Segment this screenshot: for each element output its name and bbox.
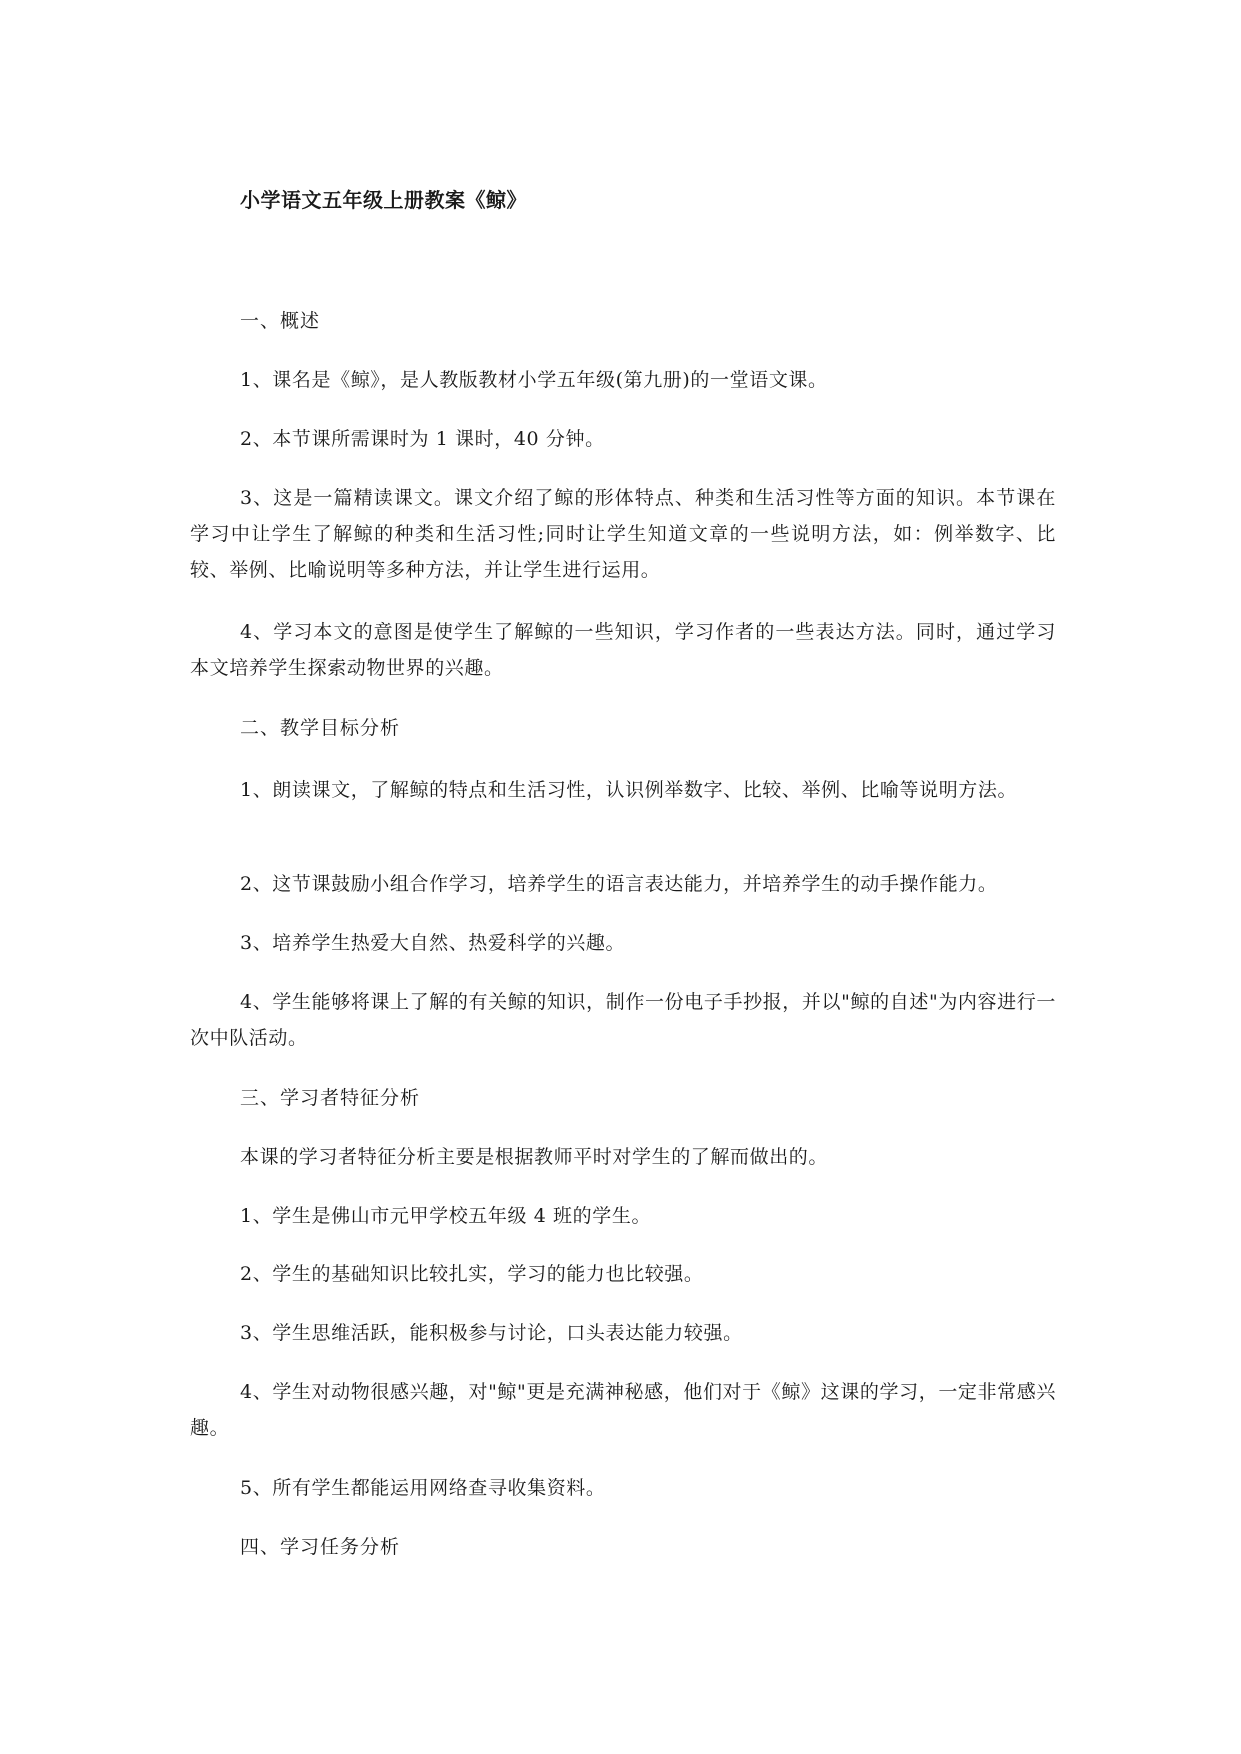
paragraph: 4、学生能够将课上了解的有关鲸的知识，制作一份电子手抄报，并以"鲸的自述"为内容进行一次中队活动。 bbox=[190, 991, 1056, 1049]
document-title: 小学语文五年级上册教案《鲸》 bbox=[240, 188, 527, 212]
paragraph: 2、这节课鼓励小组合作学习，培养学生的语言表达能力，并培养学生的动手操作能力。 bbox=[240, 873, 998, 895]
section-heading-objectives: 二、教学目标分析 bbox=[240, 717, 401, 739]
paragraph: 本课的学习者特征分析主要是根据教师平时对学生的了解而做出的。 bbox=[240, 1146, 829, 1168]
section-heading-learners: 三、学习者特征分析 bbox=[240, 1087, 421, 1109]
paragraph: 3、学生思维活跃，能积极参与讨论，口头表达能力较强。 bbox=[240, 1322, 743, 1344]
paragraph: 2、学生的基础知识比较扎实，学习的能力也比较强。 bbox=[240, 1263, 704, 1285]
section-heading-overview: 一、概述 bbox=[240, 310, 321, 332]
paragraph: 1、朗读课文，了解鲸的特点和生活习性，认识例举数字、比较、举例、比喻等说明方法。 bbox=[240, 779, 1018, 801]
paragraph: 3、这是一篇精读课文。课文介绍了鲸的形体特点、种类和生活习性等方面的知识。本节课在学习中让学生了解鲸的种类和生活习性;同时让学生知道文章的一些说明方法，如：例举数字、比较、举例、比喻说明等多种方法，并让学生进行运用。 bbox=[190, 487, 1056, 581]
paragraph: 4、学习本文的意图是使学生了解鲸的一些知识，学习作者的一些表达方法。同时，通过学习本文培养学生探索动物世界的兴趣。 bbox=[190, 621, 1056, 679]
paragraph: 5、所有学生都能运用网络查寻收集资料。 bbox=[240, 1477, 606, 1499]
paragraph: 1、学生是佛山市元甲学校五年级 4 班的学生。 bbox=[240, 1205, 652, 1227]
paragraph: 3、培养学生热爱大自然、热爱科学的兴趣。 bbox=[240, 932, 626, 954]
section-heading-task-analysis: 四、学习任务分析 bbox=[240, 1536, 401, 1558]
paragraph: 1、课名是《鲸》，是人教版教材小学五年级(第九册)的一堂语文课。 bbox=[240, 369, 828, 391]
paragraph: 4、学生对动物很感兴趣，对"鲸"更是充满神秘感，他们对于《鲸》这课的学习，一定非常感兴趣。 bbox=[190, 1381, 1056, 1439]
paragraph: 2、本节课所需课时为 1 课时，40 分钟。 bbox=[240, 428, 605, 450]
